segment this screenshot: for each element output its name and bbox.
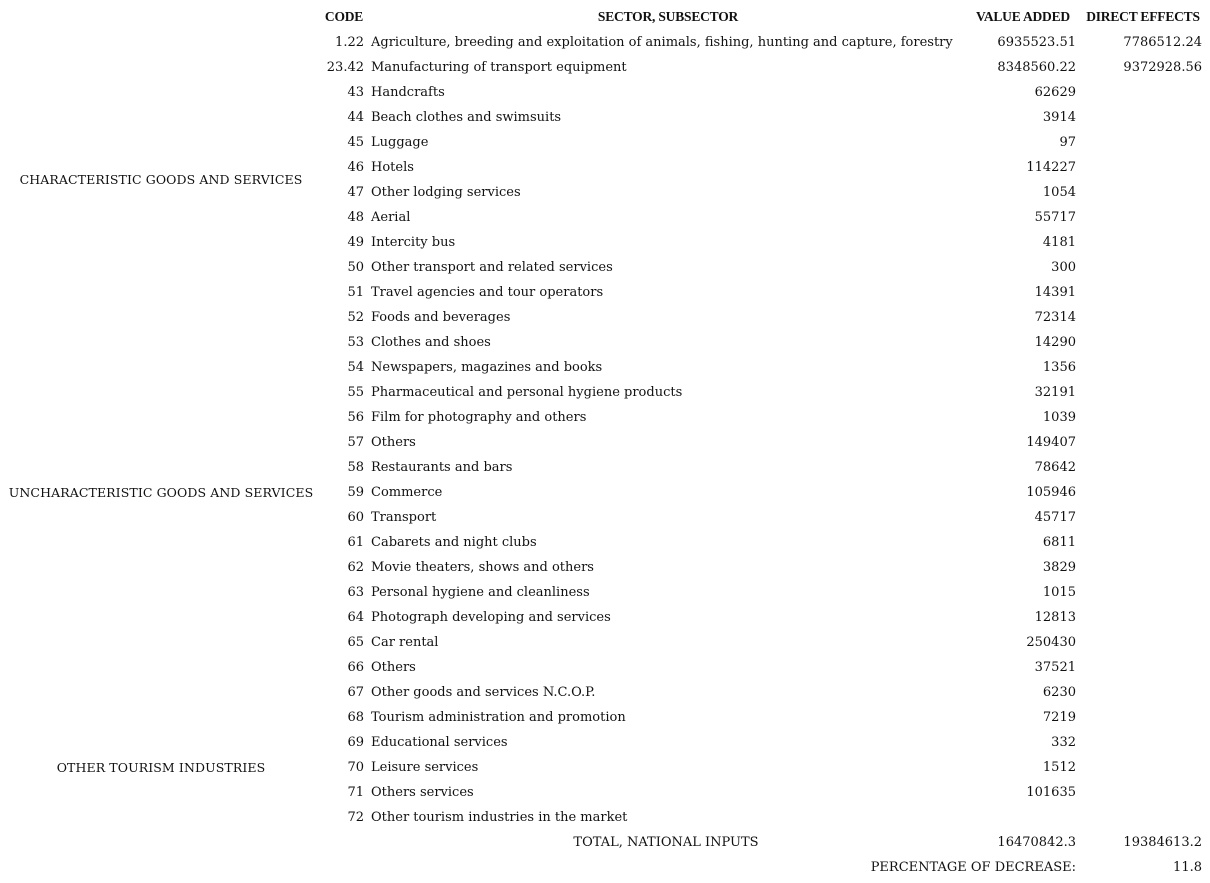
row-direct-effects (1080, 780, 1202, 805)
row-code: 50 (347, 260, 364, 275)
row-value-added: 32191 (1034, 385, 1076, 400)
table-row (0, 505, 1210, 530)
row-value-added: 12813 (1034, 610, 1076, 625)
row-value-added: 4181 (1042, 235, 1076, 250)
row-code: 58 (347, 460, 364, 475)
header-direct-effects: DIRECT EFFECTS (1086, 9, 1200, 24)
row-value-added: 62629 (1034, 85, 1076, 100)
row-sector-name: Intercity bus (371, 235, 456, 250)
row-direct-effects (1080, 330, 1202, 355)
table-row (0, 730, 1210, 755)
table-row (0, 130, 1210, 155)
row-value-added: 101635 (1026, 785, 1076, 800)
row-code: 23.42 (326, 60, 364, 75)
row-code: 65 (347, 635, 364, 650)
row-value-added (966, 805, 1076, 830)
row-direct-effects: 9372928.56 (1123, 60, 1202, 75)
header-code: CODE (324, 9, 364, 24)
row-code: 71 (347, 785, 364, 800)
row-direct-effects (1080, 455, 1202, 480)
row-sector-name: Foods and beverages (371, 310, 511, 325)
row-direct-effects (1080, 430, 1202, 455)
row-code: 67 (347, 685, 364, 700)
row-sector-name: Newspapers, magazines and books (371, 360, 603, 375)
table-row (0, 655, 1210, 680)
table-body (0, 30, 1210, 830)
row-code: 63 (347, 585, 364, 600)
row-value-added: 6230 (1042, 685, 1076, 700)
row-value-added: 55717 (1034, 210, 1076, 225)
row-direct-effects (1080, 530, 1202, 555)
row-direct-effects (1080, 680, 1202, 705)
row-value-added: 78642 (1034, 460, 1076, 475)
row-code: 56 (347, 410, 364, 425)
table-row (0, 305, 1210, 330)
row-code: 68 (347, 710, 364, 725)
row-sector-name: Aerial (371, 210, 411, 225)
row-direct-effects (1080, 355, 1202, 380)
row-direct-effects (1080, 230, 1202, 255)
row-sector-name: Other goods and services N.C.O.P. (371, 685, 596, 700)
total-row (0, 830, 1210, 855)
row-code: 60 (347, 510, 364, 525)
row-sector-name: Transport (371, 510, 437, 525)
row-direct-effects (1080, 80, 1202, 105)
row-direct-effects (1080, 405, 1202, 430)
table-row (0, 80, 1210, 105)
row-code: 54 (347, 360, 364, 375)
row-sector-name: Educational services (371, 735, 508, 750)
row-direct-effects (1080, 580, 1202, 605)
row-sector-name: Hotels (371, 160, 414, 175)
row-value-added: 1015 (1042, 585, 1076, 600)
table-row (0, 205, 1210, 230)
row-value-added: 105946 (1026, 485, 1076, 500)
row-direct-effects (1080, 555, 1202, 580)
row-value-added: 114227 (1026, 160, 1076, 175)
table-row (0, 255, 1210, 280)
table-row (0, 755, 1210, 780)
row-sector-name: Others (371, 660, 416, 675)
row-value-added: 1512 (1042, 760, 1076, 775)
table-row (0, 380, 1210, 405)
table-row (0, 455, 1210, 480)
row-code: 64 (347, 610, 364, 625)
row-value-added: 6811 (1042, 535, 1076, 550)
row-direct-effects (1080, 730, 1202, 755)
row-code: 62 (347, 560, 364, 575)
row-sector-name: Photograph developing and services (371, 610, 611, 625)
row-code: 61 (347, 535, 364, 550)
row-value-added: 3829 (1042, 560, 1076, 575)
row-sector-name: Others services (371, 785, 474, 800)
table-row (0, 705, 1210, 730)
row-direct-effects (1080, 805, 1202, 830)
row-code: 45 (347, 135, 364, 150)
row-direct-effects (1080, 755, 1202, 780)
group-label-uncharacteristic: UNCHARACTERISTIC GOODS AND SERVICES (8, 485, 314, 500)
row-direct-effects (1080, 380, 1202, 405)
table-row (0, 530, 1210, 555)
header-sector: SECTOR, SUBSECTOR (597, 9, 739, 24)
row-direct-effects (1080, 480, 1202, 505)
row-direct-effects (1080, 180, 1202, 205)
row-sector-name: Restaurants and bars (371, 460, 513, 475)
total-direct-effects: 19384613.2 (1123, 835, 1202, 850)
row-direct-effects (1080, 630, 1202, 655)
row-direct-effects (1080, 705, 1202, 730)
table-row (0, 180, 1210, 205)
row-sector-name: Leisure services (371, 760, 479, 775)
total-label: TOTAL, NATIONAL INPUTS (573, 835, 759, 850)
row-code: 46 (347, 160, 364, 175)
table-row (0, 580, 1210, 605)
row-value-added: 14391 (1034, 285, 1076, 300)
row-sector-name: Others (371, 435, 416, 450)
row-sector-name: Beach clothes and swimsuits (371, 110, 562, 125)
row-sector-name: Commerce (371, 485, 443, 500)
row-value-added: 8348560.22 (997, 60, 1076, 75)
row-sector-name: Cabarets and night clubs (371, 535, 537, 550)
row-direct-effects (1080, 255, 1202, 280)
row-value-added: 14290 (1034, 335, 1076, 350)
row-sector-name: Other tourism industries in the market (371, 810, 628, 825)
table-row (0, 355, 1210, 380)
row-value-added: 149407 (1026, 435, 1076, 450)
table-row (0, 680, 1210, 705)
row-sector-name: Handcrafts (371, 85, 445, 100)
row-value-added: 6935523.51 (997, 35, 1076, 50)
row-direct-effects (1080, 305, 1202, 330)
table-row (0, 55, 1210, 80)
row-code: 49 (347, 235, 364, 250)
table-row (0, 630, 1210, 655)
table-row (0, 480, 1210, 505)
row-sector-name: Other lodging services (371, 185, 521, 200)
row-code: 59 (347, 485, 364, 500)
row-direct-effects (1080, 205, 1202, 230)
row-code: 69 (347, 735, 364, 750)
row-code: 51 (347, 285, 364, 300)
row-value-added: 97 (1059, 135, 1076, 150)
row-direct-effects (1080, 105, 1202, 130)
row-value-added: 1356 (1042, 360, 1076, 375)
row-sector-name: Car rental (371, 635, 439, 650)
row-code: 53 (347, 335, 364, 350)
row-sector-name: Tourism administration and promotion (371, 710, 626, 725)
row-code: 52 (347, 310, 364, 325)
row-sector-name: Travel agencies and tour operators (371, 285, 604, 300)
row-value-added: 3914 (1042, 110, 1076, 125)
group-label-characteristic: CHARACTERISTIC GOODS AND SERVICES (19, 172, 303, 187)
row-sector-name: Personal hygiene and cleanliness (371, 585, 590, 600)
row-direct-effects (1080, 155, 1202, 180)
row-direct-effects (1080, 655, 1202, 680)
header-value-added: VALUE ADDED (976, 9, 1070, 24)
row-sector-name: Agriculture, breeding and exploitation of animals, fishing, hunting and capture, forestry (371, 35, 953, 50)
table-row (0, 430, 1210, 455)
percentage-value: 11.8 (1173, 860, 1202, 875)
row-code: 72 (347, 810, 364, 825)
row-sector-name: Clothes and shoes (371, 335, 491, 350)
row-value-added: 1054 (1042, 185, 1076, 200)
table-row (0, 405, 1210, 430)
row-sector-name: Pharmaceutical and personal hygiene products (371, 385, 683, 400)
table-row (0, 805, 1210, 830)
row-code: 70 (347, 760, 364, 775)
table-row (0, 330, 1210, 355)
row-code: 1.22 (335, 35, 364, 50)
row-code: 43 (347, 85, 364, 100)
row-direct-effects (1080, 605, 1202, 630)
row-value-added: 332 (1051, 735, 1076, 750)
row-value-added: 300 (1051, 260, 1076, 275)
row-code: 66 (347, 660, 364, 675)
row-sector-name: Luggage (371, 135, 429, 150)
table-row (0, 230, 1210, 255)
row-sector-name: Other transport and related services (371, 260, 613, 275)
table-row (0, 555, 1210, 580)
table-row (0, 155, 1210, 180)
row-direct-effects: 7786512.24 (1123, 35, 1202, 50)
row-direct-effects (1080, 130, 1202, 155)
table-row (0, 605, 1210, 630)
row-sector-name: Movie theaters, shows and others (371, 560, 594, 575)
row-code: 55 (347, 385, 364, 400)
table-row (0, 30, 1210, 55)
row-value-added: 37521 (1034, 660, 1076, 675)
row-value-added: 1039 (1042, 410, 1076, 425)
row-code: 44 (347, 110, 364, 125)
row-sector-name: Film for photography and others (371, 410, 587, 425)
table-row (0, 105, 1210, 130)
total-value-added: 16470842.3 (997, 835, 1076, 850)
row-direct-effects (1080, 505, 1202, 530)
row-sector-name: Manufacturing of transport equipment (371, 60, 627, 75)
row-value-added: 45717 (1034, 510, 1076, 525)
row-value-added: 72314 (1034, 310, 1076, 325)
row-code: 48 (347, 210, 364, 225)
table-row (0, 780, 1210, 805)
table-row (0, 280, 1210, 305)
row-value-added: 250430 (1026, 635, 1076, 650)
row-direct-effects (1080, 280, 1202, 305)
row-value-added: 7219 (1042, 710, 1076, 725)
row-code: 57 (347, 435, 364, 450)
percentage-row (0, 855, 1210, 880)
row-code: 47 (347, 185, 364, 200)
group-label-other: OTHER TOURISM INDUSTRIES (56, 760, 266, 775)
percentage-label: PERCENTAGE OF DECREASE: (870, 860, 1076, 875)
